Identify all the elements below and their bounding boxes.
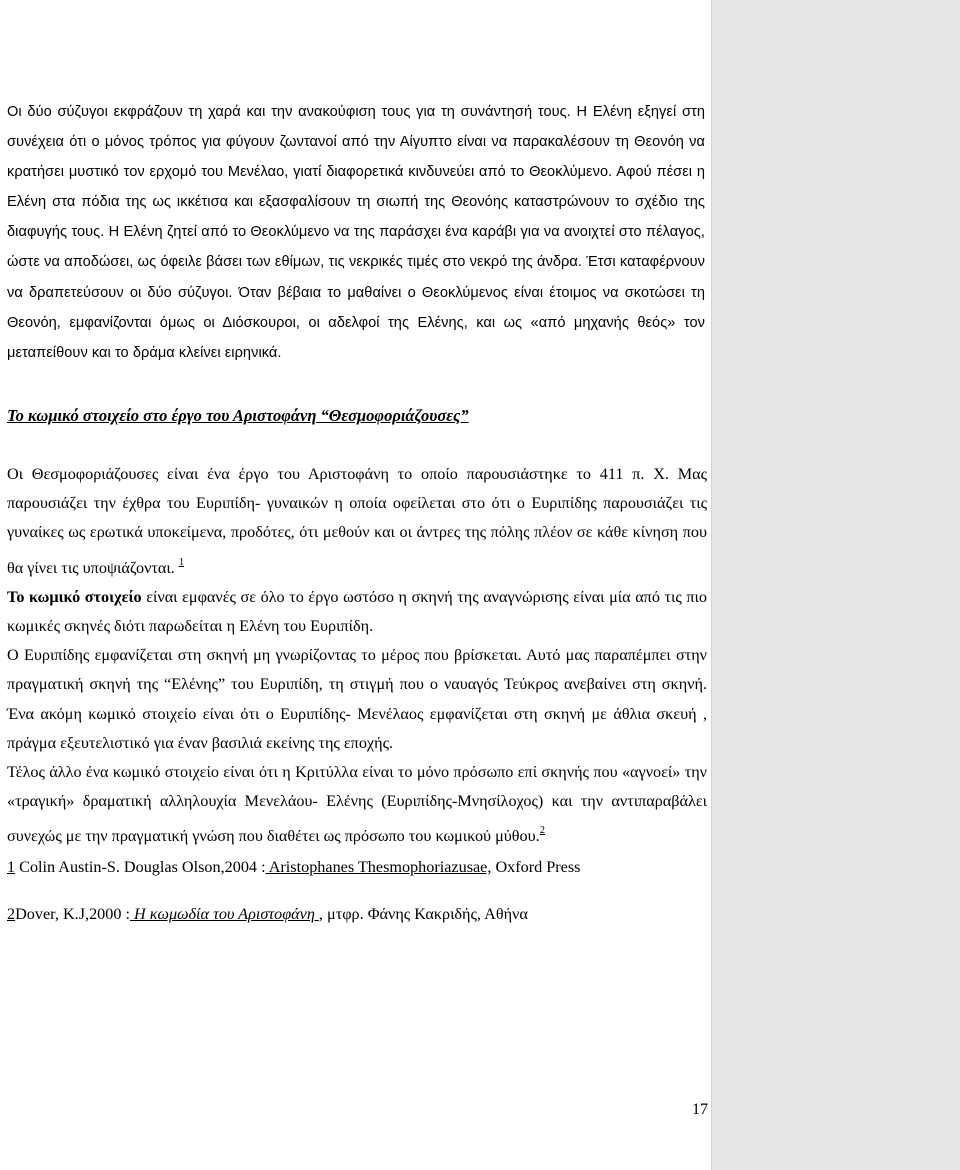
footnote-reference-1[interactable]: 1: [178, 556, 185, 568]
paragraph: [7, 583, 707, 641]
paragraph: [7, 460, 707, 583]
paragraph-text: Οι Θεσμοφοριάζουσες είναι ένα έργο του Αριστοφάνη το οποίο παρουσιάστηκε το 411 π. Χ. Μας παρουσιάζει την έχθρα του Ευριπίδη- γυναικών η οποία οφείλεται στο ότι ο Ευριπίδης παρουσιάζει τις γυναίκες ως ερωτικά υποκείμενα, προδότες, ότι μεθούν και οι άντρες της πόλης πλέον σε κάθε κίνηση που θα γίνει τις υποψιάζονται.: [7, 465, 707, 577]
paragraph-text: Τέλος άλλο ένα κωμικό στοιχείο είναι ότι η Κριτύλλα είναι το μόνο πρόσωπο επί σκηνής που «αγνοεί» την «τραγική» δραματική αλληλουχία Μενελάου- Ελένης (Ευριπίδης-Μνησίλοχος) και την αντιπαραβάλει συνεχώς με την πραγματική γνώση που διαθέτει ως πρόσωπο του κωμικού μύθου.: [7, 763, 707, 846]
comments-margin-pane: [711, 0, 960, 1170]
body-paragraph: [7, 97, 705, 368]
footnote-reference-2[interactable]: 2: [539, 825, 545, 837]
sentence: Έτσι καταφέρνουν να δραπετεύσουν οι δύο σύζυγοι.: [7, 254, 705, 301]
page-number: 17: [692, 1101, 708, 1118]
sentence: Οι δύο σύζυγοι εκφράζουν τη χαρά και την ανακούφιση τους για τη συνάντησή τους.: [7, 104, 577, 120]
footnote-text: Colin Austin-S. Douglas Olson,2004 :: [15, 858, 266, 876]
sentence: Η Ελένη ζητεί από το Θεοκλύμενο να της παράσχει ένα καράβι για να ανοιχτεί στο πέλαγος, ώστε να αποδώσει, ως όφειλε βάσει των εθίμων, τις νεκρικές τιμές στο νεκρό της άνδρα.: [7, 224, 705, 271]
section-heading: Το κωμικό στοιχείο στο έργο του Αριστοφάνη “Θεσμοφοριάζουσες”: [7, 406, 469, 425]
document-page: [7, 0, 707, 1170]
footnote-1: [7, 856, 707, 878]
sentence: Όταν βέβαια το μαθαίνει ο Θεοκλύμενος είναι έτοιμος να σκοτώσει τη Θεονόη, εμφανίζονται όμως οι Διόσκουροι, οι αδελφοί της Ελένης, και ως «από μηχανής θεός» τον μεταπείθουν και το δράμα κλείνει ειρηνικά.: [7, 284, 705, 361]
footnote-title: Η κωμωδία του Αριστοφάνη: [130, 905, 319, 923]
paragraph-text: Ο Ευριπίδης εμφανίζεται στη σκηνή μη γνωρίζοντας το μέρος που βρίσκεται. Αυτό μας παραπέμπει στην πραγματική σκηνή της “Ελένης” του Ευριπίδη, τη στιγμή που ο ναυαγός Τεύκρος ανεβαίνει στη σκηνή. Ένα ακόμη κωμικό στοιχείο είναι ότι ο Ευριπίδης- Μενέλαος εμφανίζεται στη σκηνή με άθλια σκευή , πράγμα εξευτελιστικό για έναν βασιλιά εκείνης της εποχής.: [7, 646, 707, 752]
footnote-text: , μτφρ. Φάνης Κακριδής, Αθήνα: [318, 905, 528, 923]
footnote-text: Dover, K.J,2000 :: [15, 905, 130, 923]
section-body: [7, 460, 707, 852]
footnote-text: Oxford Press: [491, 858, 581, 876]
paragraph-text: είναι εμφανές σε όλο το έργο ωστόσο η σκηνή της αναγνώρισης είναι μία από τις πιο κωμικές σκηνές διότι παρωδείται η Ελένη του Ευριπίδη.: [7, 587, 708, 636]
sentence: Αφού πέσει η Ελένη στα πόδια της ως ικκέτισα και εξασφαλίσουν τη σιωπή της Θεονόης καταστρώνουν το σχέδιο της διαφυγής τους.: [7, 164, 705, 241]
footnote-2: [7, 903, 707, 925]
paragraph: [7, 641, 707, 758]
footnote-title: Aristophanes Thesmophoriazusae,: [265, 858, 492, 876]
paragraph: [7, 758, 707, 852]
footnote-number[interactable]: 1: [7, 858, 16, 876]
footnote-number[interactable]: 2: [7, 905, 16, 923]
bold-phrase: Το κωμικό στοιχείο: [7, 587, 142, 606]
sentence: Η Ελένη εξηγεί στη συνέχεια ότι ο μόνος τρόπος για φύγουν ζωντανοί από την Αίγυπτο είναι να παρακαλέσουν τη Θεονόη να κρατήσει μυστικό τον ερχομό του Μενέλαο, γιατί διαφορετικά κινδυνεύει από το Θεοκλύμενο.: [7, 104, 705, 181]
